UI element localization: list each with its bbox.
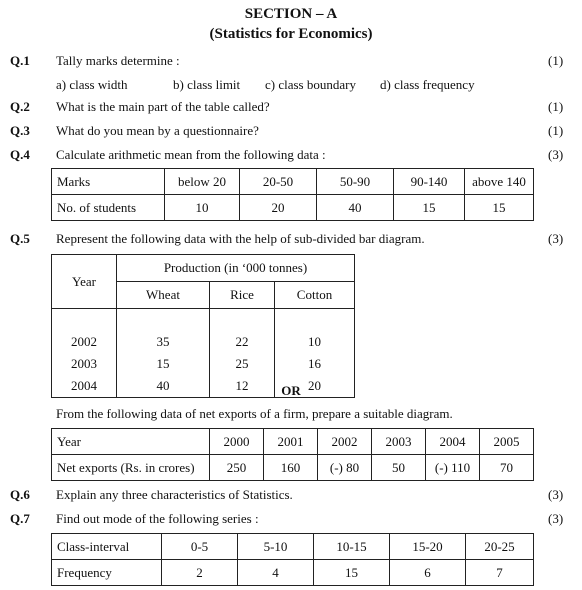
q7-number: Q.7 (10, 511, 30, 526)
q4-val-2: 40 (317, 195, 394, 221)
table-row (52, 309, 355, 332)
q5-alt-val-2: (-) 80 (318, 455, 372, 481)
q7-marks: (3) (548, 511, 564, 526)
q1-marks: (1) (548, 53, 564, 68)
table-row (52, 255, 355, 282)
q7-col-0: 0-5 (162, 534, 238, 560)
q5-wheat-2: 40 (117, 375, 210, 398)
q5-marks: (3) (548, 231, 564, 246)
q7-col-1: 5-10 (238, 534, 314, 560)
q5-alt-year-2: 2002 (318, 429, 372, 455)
q4-row1-label: Marks (52, 169, 165, 195)
section-title: SECTION – A (244, 6, 338, 22)
q4-col-3: 90-140 (394, 169, 465, 195)
q5-crop-wheat: Wheat (117, 282, 210, 309)
q7-table (51, 533, 534, 586)
q4-col-1: 20-50 (240, 169, 317, 195)
q7-col-3: 15-20 (390, 534, 466, 560)
q5-alt-val-3: 50 (372, 455, 426, 481)
q6-text: Explain any three characteristics of Statistics. (56, 487, 293, 502)
q2-text: What is the main part of the table called? (56, 99, 270, 114)
q5-rice-0: 22 (210, 331, 275, 353)
q7-val-0: 2 (162, 560, 238, 586)
q4-text: Calculate arithmetic mean from the following data : (56, 147, 326, 162)
q5-year-0: 2002 (52, 331, 117, 353)
q5-alt-year-5: 2005 (480, 429, 534, 455)
q4-col-2: 50-90 (317, 169, 394, 195)
q5-alt-year-0: 2000 (210, 429, 264, 455)
q1-number: Q.1 (10, 53, 30, 68)
q4-val-1: 20 (240, 195, 317, 221)
q4-val-4: 15 (465, 195, 534, 221)
table-row (52, 429, 534, 455)
q2-number: Q.2 (10, 99, 30, 114)
q4-row2-label: No. of students (52, 195, 165, 221)
q5-alt-row2-label: Net exports (Rs. in crores) (52, 455, 210, 481)
table-row (52, 353, 355, 375)
q7-val-4: 7 (466, 560, 534, 586)
q5-year-1: 2003 (52, 353, 117, 375)
q3-marks: (1) (548, 123, 564, 138)
q5-crop-rice: Rice (210, 282, 275, 309)
q5-alt-year-1: 2001 (264, 429, 318, 455)
q5-alt-val-1: 160 (264, 455, 318, 481)
q3-number: Q.3 (10, 123, 30, 138)
q7-val-1: 4 (238, 560, 314, 586)
q2-marks: (1) (548, 99, 564, 114)
q4-number: Q.4 (10, 147, 30, 162)
q5-alt-year-4: 2004 (426, 429, 480, 455)
q5-alt-val-5: 70 (480, 455, 534, 481)
q5-crop-cotton: Cotton (275, 282, 355, 309)
q4-col-4: above 140 (465, 169, 534, 195)
q5-alt-val-0: 250 (210, 455, 264, 481)
q5-wheat-1: 15 (117, 353, 210, 375)
q5-alt-text: From the following data of net exports of a firm, prepare a suitable diagram. (56, 406, 453, 421)
section-subtitle: (Statistics for Economics) (209, 26, 373, 42)
q5-cotton-1: 16 (275, 353, 355, 375)
q1-text: Tally marks determine : (56, 53, 180, 68)
table-row (52, 195, 534, 221)
q3-text: What do you mean by a questionnaire? (56, 123, 259, 138)
q5-text: Represent the following data with the help of sub-divided bar diagram. (56, 231, 425, 246)
q5-rice-1: 25 (210, 353, 275, 375)
q1-option-a: a) class width (56, 77, 128, 92)
or-divider: OR (281, 383, 301, 398)
q5-wheat-0: 35 (117, 331, 210, 353)
q7-val-3: 6 (390, 560, 466, 586)
table-row (52, 331, 355, 353)
q4-val-0: 10 (165, 195, 240, 221)
q5-number: Q.5 (10, 231, 30, 246)
q6-marks: (3) (548, 487, 564, 502)
table-row (52, 455, 534, 481)
q5-rice-2: 12 (210, 375, 275, 398)
q7-col-2: 10-15 (314, 534, 390, 560)
q5-production-table (51, 254, 355, 398)
q4-col-0: below 20 (165, 169, 240, 195)
q5-cotton-0: 10 (275, 331, 355, 353)
table-row (52, 534, 534, 560)
q7-col-4: 20-25 (466, 534, 534, 560)
q5-alt-val-4: (-) 110 (426, 455, 480, 481)
table-row (52, 560, 534, 586)
q5-alt-year-3: 2003 (372, 429, 426, 455)
q5-production-header: Production (in ‘000 tonnes) (117, 255, 355, 282)
q5-alt-row1-label: Year (52, 429, 210, 455)
q1-option-d: d) class frequency (380, 77, 475, 92)
q4-marks: (3) (548, 147, 564, 162)
q7-row2-label: Frequency (52, 560, 162, 586)
q1-option-b: b) class limit (173, 77, 241, 92)
table-row (52, 169, 534, 195)
q7-val-2: 15 (314, 560, 390, 586)
q7-text: Find out mode of the following series : (56, 511, 259, 526)
q4-val-3: 15 (394, 195, 465, 221)
q6-number: Q.6 (10, 487, 30, 502)
q5-net-exports-table (51, 428, 534, 481)
q1-option-c: c) class boundary (265, 77, 356, 92)
q4-table (51, 168, 534, 221)
q5-cotton-2: 20 (275, 375, 355, 398)
q7-row1-label: Class-interval (52, 534, 162, 560)
q5-year-header: Year (52, 255, 117, 309)
q5-year-2: 2004 (52, 375, 117, 398)
